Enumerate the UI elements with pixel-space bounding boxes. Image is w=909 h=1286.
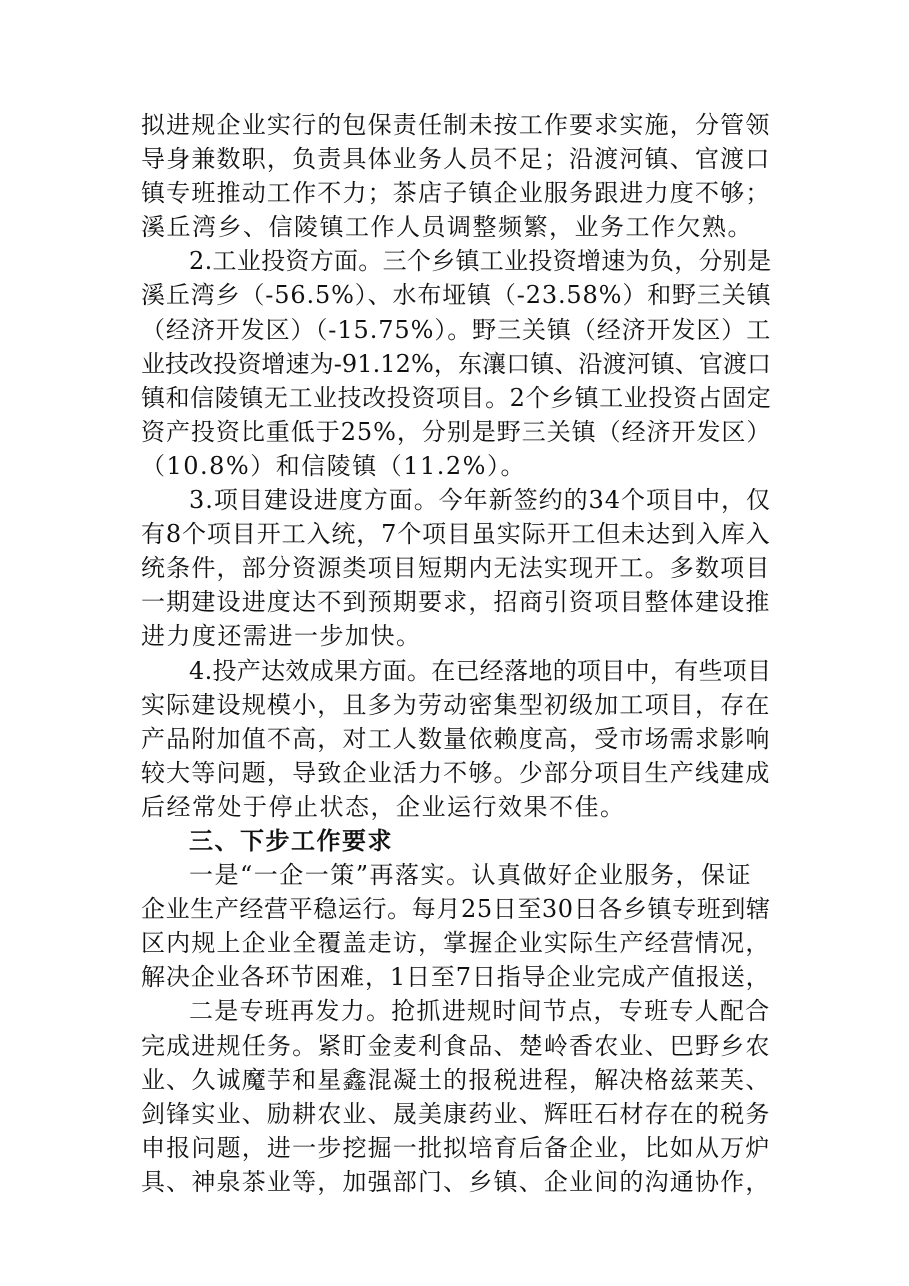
paragraph-line: 一是“一企一策”再落实。认真做好企业服务，保证 xyxy=(189,861,753,890)
paragraph-line: 区内规上企业全覆盖走访，掌握企业实际生产经营情况， xyxy=(141,929,771,958)
paragraph-line: 较大等问题，导致企业活力不够。少部分项目生产线建成 xyxy=(141,758,771,787)
paragraph-line: 实际建设规模小，且多为劳动密集型初级加工项目，存在 xyxy=(141,690,771,719)
paragraph-line: 解决企业各环节困难，1日至7日指导企业完成产值报送， xyxy=(141,963,771,992)
paragraph-line: 资产投资比重低于25%，分别是野三关镇（经济开发区） xyxy=(141,417,772,446)
paragraph-line: 2.工业投资方面。三个乡镇工业投资增速为负，分别是 xyxy=(189,247,772,276)
paragraph-line: 二是专班再发力。抢抓进规时间节点，专班专人配合 xyxy=(189,997,771,1026)
document-body xyxy=(141,108,771,1199)
paragraph-line: 申报问题，进一步挖掘一批拟培育后备企业，比如从万炉 xyxy=(141,1133,771,1162)
paragraph-line: 统条件，部分资源类项目短期内无法实现开工。多数项目 xyxy=(141,554,771,583)
paragraph-line: 企业生产经营平稳运行。每月25日至30日各乡镇专班到辖 xyxy=(141,895,771,924)
paragraph-line: 剑锋实业、励耕农业、晟美康药业、辉旺石材存在的税务 xyxy=(141,1099,771,1128)
paragraph-line: 镇和信陵镇无工业技改投资项目。2个乡镇工业投资占固定 xyxy=(141,383,772,412)
paragraph-line: 完成进规任务。紧盯金麦利食品、楚岭香农业、巴野乡农 xyxy=(141,1031,771,1060)
paragraph-line: 镇专班推动工作不力；茶店子镇企业服务跟进力度不够； xyxy=(141,179,771,208)
paragraph-line: （经济开发区）（-15.75%）。野三关镇（经济开发区）工 xyxy=(141,315,772,344)
paragraph-line: 溪丘湾乡、信陵镇工作人员调整频繁，业务工作欠熟。 xyxy=(141,213,753,242)
paragraph-line: 具、神泉茶业等，加强部门、乡镇、企业间的沟通协作， xyxy=(141,1167,771,1196)
paragraph-line: 进力度还需进一步加快。 xyxy=(141,622,422,651)
paragraph-line: 有8个项目开工入统，7个项目虽实际开工但未达到入库入 xyxy=(141,520,771,549)
paragraph-line: 溪丘湾乡（-56.5%）、水布垭镇（-23.58%）和野三关镇 xyxy=(141,281,772,310)
paragraph-line: 导身兼数职，负责具体业务人员不足；沿渡河镇、官渡口 xyxy=(141,145,771,174)
paragraph-line: 3.项目建设进度方面。今年新签约的34个项目中，仅 xyxy=(189,486,771,515)
paragraph-line: 产品附加值不高，对工人数量依赖度高，受市场需求影响 xyxy=(141,724,771,753)
paragraph-line: 业技改投资增速为-91.12%，东瀼口镇、沿渡河镇、官渡口 xyxy=(141,349,772,378)
paragraph-line: 4.投产达效成果方面。在已经落地的项目中，有些项目 xyxy=(189,656,772,685)
paragraph-line: 业、久诚魔芋和星鑫混凝土的报税进程，解决格兹莱芙、 xyxy=(141,1065,771,1094)
paragraph-line: 后经常处于停止状态，企业运行效果不佳。 xyxy=(141,792,626,821)
paragraph-line: （10.8%）和信陵镇（11.2%）。 xyxy=(141,451,526,480)
paragraph-line: 拟进规企业实行的包保责任制未按工作要求实施，分管领 xyxy=(141,111,771,139)
paragraph-line: 一期建设进度达不到预期要求，招商引资项目整体建设推 xyxy=(141,588,771,617)
section-heading: 三、下步工作要求 xyxy=(189,826,393,855)
